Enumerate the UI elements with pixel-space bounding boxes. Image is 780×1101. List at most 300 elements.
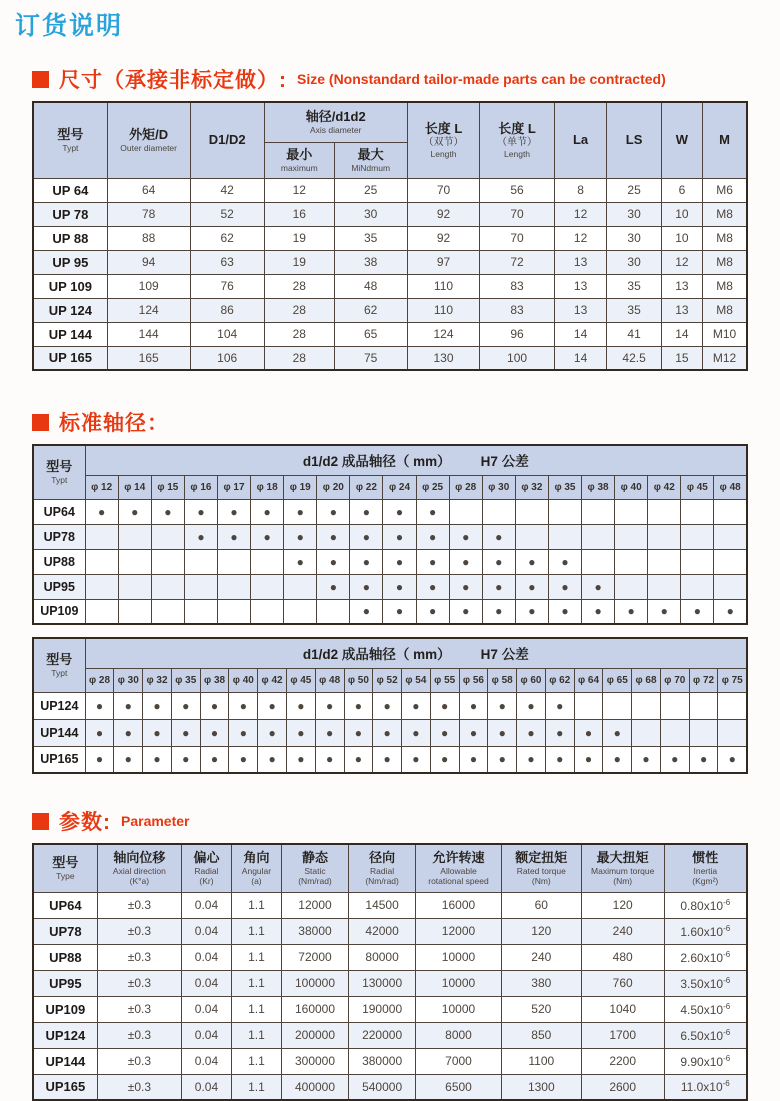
value-cell: 70 <box>480 202 554 226</box>
value-cell: 13 <box>554 250 607 274</box>
value-cell: 8 <box>554 178 607 202</box>
value-cell: 1.1 <box>231 918 281 944</box>
value-cell: 72 <box>480 250 554 274</box>
dot-cell: ● <box>258 692 287 719</box>
dot-cell: ● <box>350 574 383 599</box>
value-cell: M8 <box>703 298 747 322</box>
header-sub: (Kgm²) <box>692 876 719 887</box>
dot-cell: ● <box>229 746 258 773</box>
dot-cell: ● <box>548 574 581 599</box>
value-cell: 64 <box>107 178 190 202</box>
dot-cell <box>118 549 151 574</box>
dot-cell <box>718 692 747 719</box>
dot-cell <box>582 524 615 549</box>
dot-cell <box>615 574 648 599</box>
value-cell: ±0.3 <box>97 944 181 970</box>
model-cell: UP95 <box>33 574 85 599</box>
dot-cell: ● <box>350 499 383 524</box>
inertia-cell <box>664 944 747 970</box>
value-cell: 13 <box>661 298 702 322</box>
value-cell: 13 <box>554 274 607 298</box>
value-cell: 130 <box>407 346 480 370</box>
diameter-header: φ 50 <box>344 668 373 692</box>
value-cell: 0.04 <box>182 1022 232 1048</box>
diameter-header: φ 54 <box>402 668 431 692</box>
value-cell: 120 <box>501 918 581 944</box>
dot-cell: ● <box>344 719 373 746</box>
param-table <box>32 843 748 1101</box>
header-en: Type <box>56 871 75 882</box>
header-zh: 外矩/D <box>129 127 169 143</box>
dot-cell <box>151 549 184 574</box>
value-cell: 13 <box>554 298 607 322</box>
header-sub: (K°a) <box>129 876 150 887</box>
size-table <box>32 101 748 371</box>
dot-cell <box>582 499 615 524</box>
header-en: Length <box>430 149 457 160</box>
dot-cell: ● <box>488 692 517 719</box>
dot-cell <box>118 599 151 624</box>
dot-cell: ● <box>545 719 574 746</box>
table-row <box>33 1074 747 1100</box>
dot-cell: ● <box>350 524 383 549</box>
inertia-base: 1.60x10 <box>680 924 724 939</box>
model-cell: UP165 <box>33 746 85 773</box>
dot-cell: ● <box>143 719 172 746</box>
dot-cell: ● <box>200 692 229 719</box>
param-table-header <box>33 844 747 892</box>
value-cell: 1.1 <box>231 970 281 996</box>
param-table-body <box>33 892 747 1100</box>
inertia-cell <box>664 1022 747 1048</box>
table-row <box>33 574 747 599</box>
table-row <box>33 298 747 322</box>
param-col-header <box>349 844 416 892</box>
diameter-header: φ 25 <box>416 475 449 499</box>
dot-cell <box>632 719 661 746</box>
header-zh: 静态 <box>301 849 328 865</box>
table-row <box>33 346 747 370</box>
header-en: Rated torque <box>516 866 566 877</box>
value-cell: 13 <box>661 274 702 298</box>
shaft-span-title: d1/d2 成品轴径（ mm） H7 公差 <box>85 638 747 668</box>
value-cell: 0.04 <box>182 892 232 918</box>
size-table-body <box>33 178 747 370</box>
value-cell: 38 <box>334 250 407 274</box>
value-cell: 97 <box>407 250 480 274</box>
dot-cell: ● <box>258 746 287 773</box>
dot-cell: ● <box>459 692 488 719</box>
value-cell: 240 <box>581 918 664 944</box>
dot-cell: ● <box>85 692 114 719</box>
header-zh: LS <box>625 132 643 148</box>
dot-cell <box>217 549 250 574</box>
value-cell: 850 <box>501 1022 581 1048</box>
model-cell: UP124 <box>33 692 85 719</box>
dot-cell: ● <box>603 719 632 746</box>
diameter-header-row <box>33 475 747 499</box>
header-zh: 允许转速 <box>432 849 485 865</box>
dot-cell: ● <box>383 549 416 574</box>
value-cell: M8 <box>703 250 747 274</box>
dot-cell <box>632 692 661 719</box>
col-header-model <box>33 445 85 499</box>
dot-cell <box>251 549 284 574</box>
model-cell: UP 95 <box>33 250 107 274</box>
header-zh: M <box>719 132 730 148</box>
inertia-base: 9.90x10 <box>680 1054 724 1069</box>
dot-cell <box>184 574 217 599</box>
inertia-base: 4.50x10 <box>680 1002 724 1017</box>
value-cell: 6 <box>661 178 702 202</box>
diameter-header: φ 15 <box>151 475 184 499</box>
diameter-header: φ 52 <box>373 668 402 692</box>
value-cell: ±0.3 <box>97 1022 181 1048</box>
diameter-header: φ 58 <box>488 668 517 692</box>
header-en: Length <box>504 149 531 160</box>
value-cell: 14500 <box>349 892 416 918</box>
dot-cell: ● <box>449 549 482 574</box>
col-header-max <box>334 142 407 178</box>
dot-cell <box>217 574 250 599</box>
dot-cell: ● <box>383 599 416 624</box>
value-cell: 165 <box>107 346 190 370</box>
dot-cell <box>714 499 747 524</box>
dot-cell: ● <box>416 524 449 549</box>
header-zh: 径向 <box>369 849 396 865</box>
value-cell: 76 <box>190 274 264 298</box>
header-zh: 长度 L <box>498 121 536 137</box>
value-cell: ±0.3 <box>97 996 181 1022</box>
diameter-header: φ 18 <box>251 475 284 499</box>
value-cell: 94 <box>107 250 190 274</box>
dot-cell: ● <box>114 692 143 719</box>
value-cell: 1.1 <box>231 1022 281 1048</box>
value-cell: 1.1 <box>231 944 281 970</box>
value-cell: 19 <box>264 226 334 250</box>
dot-cell: ● <box>430 692 459 719</box>
header-en: maximum <box>280 163 318 174</box>
header-zh: 额定扭矩 <box>515 849 568 865</box>
header-note: （双节） <box>423 137 464 149</box>
dot-cell <box>648 499 681 524</box>
param-col-header <box>97 844 181 892</box>
inertia-exponent: -6 <box>723 1053 731 1063</box>
dot-cell: ● <box>143 692 172 719</box>
diameter-header: φ 38 <box>582 475 615 499</box>
model-cell: UP88 <box>33 549 85 574</box>
value-cell: 30 <box>607 202 661 226</box>
red-square-icon <box>32 813 49 830</box>
diameter-header: φ 56 <box>459 668 488 692</box>
model-cell: UP 88 <box>33 226 107 250</box>
dot-cell: ● <box>689 746 718 773</box>
value-cell: 92 <box>407 202 480 226</box>
dot-cell: ● <box>143 746 172 773</box>
table-row <box>33 178 747 202</box>
value-cell: 92 <box>407 226 480 250</box>
value-cell: 1040 <box>581 996 664 1022</box>
dot-cell: ● <box>517 719 546 746</box>
dot-cell <box>689 719 718 746</box>
dot-cell <box>151 524 184 549</box>
dot-cell: ● <box>284 524 317 549</box>
table-row <box>33 719 747 746</box>
header-zh: 型号 <box>57 127 84 143</box>
value-cell: 42 <box>190 178 264 202</box>
model-cell: UP78 <box>33 918 97 944</box>
value-cell: 65 <box>334 322 407 346</box>
diameter-header: φ 48 <box>315 668 344 692</box>
diameter-header: φ 68 <box>632 668 661 692</box>
dot-cell: ● <box>482 599 515 624</box>
dot-cell <box>574 692 603 719</box>
value-cell: 25 <box>607 178 661 202</box>
dot-cell <box>184 549 217 574</box>
model-cell: UP165 <box>33 1074 97 1100</box>
diameter-header: φ 65 <box>603 668 632 692</box>
header-en: Axis diameter <box>309 125 362 136</box>
section-shaft-title-zh: 标准轴径： <box>59 412 169 435</box>
dot-cell <box>718 719 747 746</box>
col-header-m <box>703 102 747 178</box>
dot-cell <box>681 549 714 574</box>
dot-cell: ● <box>284 549 317 574</box>
dot-cell: ● <box>515 599 548 624</box>
diameter-header: φ 12 <box>85 475 118 499</box>
value-cell: 380 <box>501 970 581 996</box>
dot-cell: ● <box>430 746 459 773</box>
table-row <box>33 202 747 226</box>
dot-cell <box>85 549 118 574</box>
diameter-header: φ 28 <box>449 475 482 499</box>
dot-cell <box>151 574 184 599</box>
header-zh: 型号 <box>46 459 73 475</box>
value-cell: 96 <box>480 322 554 346</box>
header-en: Typt <box>51 475 68 486</box>
dot-cell: ● <box>416 549 449 574</box>
value-cell: ±0.3 <box>97 892 181 918</box>
value-cell: 16000 <box>416 892 502 918</box>
value-cell: 28 <box>264 346 334 370</box>
diameter-header: φ 70 <box>660 668 689 692</box>
dot-cell <box>251 599 284 624</box>
shaft-table-small-body <box>33 499 747 624</box>
header-sub: (Nm/rad) <box>365 876 399 887</box>
value-cell: 300000 <box>281 1048 348 1074</box>
value-cell: 70 <box>480 226 554 250</box>
dot-cell: ● <box>632 746 661 773</box>
inertia-cell <box>664 996 747 1022</box>
value-cell: 12000 <box>281 892 348 918</box>
dot-cell <box>714 574 747 599</box>
dot-cell <box>648 549 681 574</box>
dot-cell <box>251 574 284 599</box>
dot-cell <box>217 599 250 624</box>
value-cell: 1700 <box>581 1022 664 1048</box>
diameter-header: φ 60 <box>517 668 546 692</box>
shaft-span-title: d1/d2 成品轴径（ mm） H7 公差 <box>85 445 747 475</box>
table-row <box>33 499 747 524</box>
value-cell: 110 <box>407 298 480 322</box>
value-cell: 0.04 <box>182 918 232 944</box>
dot-cell: ● <box>615 599 648 624</box>
value-cell: 0.04 <box>182 996 232 1022</box>
value-cell: 540000 <box>349 1074 416 1100</box>
value-cell: 144 <box>107 322 190 346</box>
value-cell: 56 <box>480 178 554 202</box>
dot-cell: ● <box>350 599 383 624</box>
param-col-header <box>416 844 502 892</box>
dot-cell <box>548 524 581 549</box>
col-header-la <box>554 102 607 178</box>
header-sub: (Nm) <box>613 876 633 887</box>
red-square-icon <box>32 71 49 88</box>
diameter-header: φ 24 <box>383 475 416 499</box>
header-zh: 型号 <box>46 652 73 668</box>
model-cell: UP 124 <box>33 298 107 322</box>
param-col-header <box>501 844 581 892</box>
table-row <box>33 892 747 918</box>
dot-cell: ● <box>482 549 515 574</box>
value-cell: 12 <box>554 226 607 250</box>
dot-cell: ● <box>286 746 315 773</box>
diameter-header: φ 28 <box>85 668 114 692</box>
header-en: Allowable <box>440 866 477 877</box>
dot-cell: ● <box>416 499 449 524</box>
inertia-exponent: -6 <box>723 949 731 959</box>
header-zh: 偏心 <box>193 849 220 865</box>
inertia-base: 11.0x10 <box>680 1080 723 1095</box>
value-cell: 75 <box>334 346 407 370</box>
model-cell: UP 109 <box>33 274 107 298</box>
header-note: （单节） <box>497 137 538 149</box>
table-row <box>33 226 747 250</box>
value-cell: 120 <box>581 892 664 918</box>
param-col-header <box>33 844 97 892</box>
value-cell: 160000 <box>281 996 348 1022</box>
dot-cell: ● <box>515 549 548 574</box>
dot-cell: ● <box>714 599 747 624</box>
dot-cell: ● <box>545 692 574 719</box>
header-sub: (a) <box>251 876 262 887</box>
dot-cell: ● <box>416 599 449 624</box>
inertia-exponent: -6 <box>723 897 731 907</box>
value-cell: 12 <box>554 202 607 226</box>
header-en: Typt <box>51 668 68 679</box>
value-cell: 400000 <box>281 1074 348 1100</box>
table-row <box>33 1048 747 1074</box>
dot-cell <box>85 524 118 549</box>
table-row <box>33 274 747 298</box>
value-cell: 88 <box>107 226 190 250</box>
header-sub: (Nm/rad) <box>298 876 332 887</box>
table-row <box>33 549 747 574</box>
dot-cell: ● <box>574 746 603 773</box>
value-cell: 25 <box>334 178 407 202</box>
dot-cell: ● <box>284 499 317 524</box>
dot-cell: ● <box>373 692 402 719</box>
value-cell: 28 <box>264 274 334 298</box>
dot-cell: ● <box>217 499 250 524</box>
value-cell: 10 <box>661 202 702 226</box>
header-zh: 最小 <box>286 146 313 162</box>
value-cell: 28 <box>264 298 334 322</box>
dot-cell <box>689 692 718 719</box>
header-zh: W <box>675 132 689 148</box>
section-param-title-zh: 参数: <box>59 811 111 834</box>
col-header-axis-diameter <box>264 102 407 142</box>
dot-cell: ● <box>229 692 258 719</box>
value-cell: 124 <box>107 298 190 322</box>
value-cell: 16 <box>264 202 334 226</box>
diameter-header: φ 72 <box>689 668 718 692</box>
dot-cell: ● <box>603 746 632 773</box>
value-cell: 80000 <box>349 944 416 970</box>
value-cell: ±0.3 <box>97 1074 181 1100</box>
col-header-model <box>33 102 107 178</box>
value-cell: 14 <box>554 322 607 346</box>
value-cell: 8000 <box>416 1022 502 1048</box>
dot-cell: ● <box>344 692 373 719</box>
diameter-header: φ 62 <box>545 668 574 692</box>
value-cell: 2200 <box>581 1048 664 1074</box>
value-cell: 380000 <box>349 1048 416 1074</box>
value-cell: 30 <box>607 226 661 250</box>
dot-cell <box>615 499 648 524</box>
dot-cell <box>582 549 615 574</box>
dot-cell: ● <box>459 719 488 746</box>
dot-cell <box>714 524 747 549</box>
table-row <box>33 918 747 944</box>
value-cell: 10 <box>661 226 702 250</box>
value-cell: 30 <box>607 250 661 274</box>
value-cell: 1300 <box>501 1074 581 1100</box>
dot-cell: ● <box>459 746 488 773</box>
diameter-header: φ 40 <box>229 668 258 692</box>
inertia-base: 3.50x10 <box>680 976 724 991</box>
param-col-header <box>581 844 664 892</box>
value-cell: 520 <box>501 996 581 1022</box>
header-zh: D1/D2 <box>208 132 246 148</box>
inertia-base: 6.50x10 <box>680 1028 724 1043</box>
model-cell: UP 144 <box>33 322 107 346</box>
table-row <box>33 322 747 346</box>
model-cell: UP144 <box>33 1048 97 1074</box>
table-row <box>33 746 747 773</box>
value-cell: 78 <box>107 202 190 226</box>
header-sub: (Nm) <box>531 876 551 887</box>
page-title: 订货说明 <box>15 12 124 40</box>
dot-cell <box>648 524 681 549</box>
dot-cell: ● <box>317 549 350 574</box>
param-col-header <box>231 844 281 892</box>
value-cell: 2600 <box>581 1074 664 1100</box>
header-sub: rotational speed <box>428 876 489 887</box>
dot-cell <box>85 599 118 624</box>
dot-cell <box>449 499 482 524</box>
value-cell: 0.04 <box>182 1048 232 1074</box>
table-row <box>33 1022 747 1048</box>
section-size-title-zh: 尺寸（承接非标定做）: <box>59 69 287 92</box>
value-cell: 72000 <box>281 944 348 970</box>
diameter-header: φ 75 <box>718 668 747 692</box>
diameter-header: φ 42 <box>258 668 287 692</box>
dot-cell: ● <box>718 746 747 773</box>
model-cell: UP95 <box>33 970 97 996</box>
header-zh: 角向 <box>243 849 270 865</box>
param-header-row <box>33 844 747 892</box>
